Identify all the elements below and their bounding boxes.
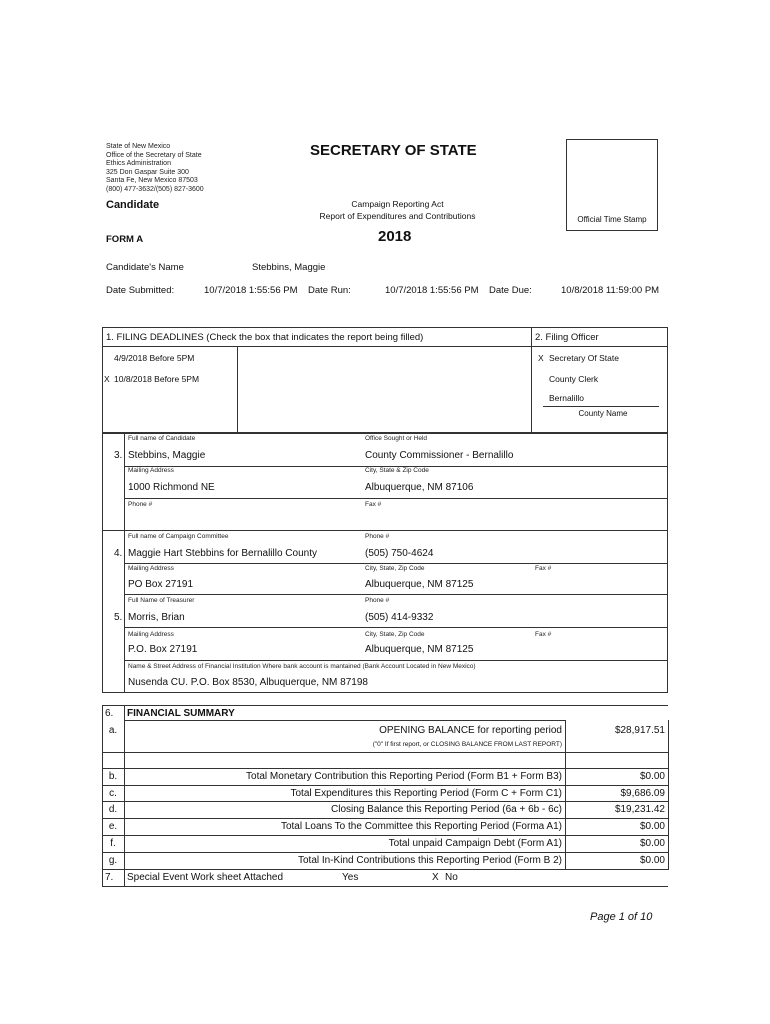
form-subtitle-report: Report of Expenditures and Contributions xyxy=(319,211,476,221)
agency-line: Santa Fe, New Mexico 87503 xyxy=(106,177,198,185)
closing-balance-value: $19,231.42 xyxy=(614,804,665,815)
committee-name-label: Full name of Campaign Committee xyxy=(128,533,229,540)
special-event-number: 7. xyxy=(105,872,114,883)
section5-number: 5. xyxy=(114,612,123,623)
summary-letter: f. xyxy=(110,838,116,849)
treasurer-phone-value: (505) 414-9332 xyxy=(365,612,434,623)
candidate-city-value: Albuquerque, NM 87106 xyxy=(365,482,474,493)
special-event-yes-option[interactable]: Yes xyxy=(342,872,359,883)
total-loans-value: $0.00 xyxy=(639,821,665,832)
treasurer-fax-label: Fax # xyxy=(535,631,552,638)
summary-letter: d. xyxy=(108,804,118,815)
date-run-label: Date Run: xyxy=(308,285,351,296)
candidate-fullname-label: Full name of Candidate xyxy=(128,435,196,442)
office-sought-value: County Commissioner - Bernalillo xyxy=(365,450,514,461)
deadline-check-mark[interactable]: X xyxy=(104,374,110,384)
summary-top-rule xyxy=(102,705,668,706)
summary-right-edge xyxy=(668,720,669,870)
county-value: Bernalillo xyxy=(549,393,584,403)
treasurer-mailing-divider xyxy=(124,627,668,628)
summary-letter: b. xyxy=(108,771,118,782)
county-underline xyxy=(543,406,659,407)
special-event-no-mark[interactable]: X xyxy=(432,872,439,883)
time-stamp-label: Official Time Stamp xyxy=(577,215,647,224)
agency-line: Ethics Administration xyxy=(106,160,171,168)
summary-letter: g. xyxy=(108,855,118,866)
opening-balance-label: OPENING BALANCE for reporting period xyxy=(379,725,562,736)
section4-number: 4. xyxy=(114,548,123,559)
committee-city-label: City, State, Zip Code xyxy=(365,565,425,572)
total-expenditures-value: $9,686.09 xyxy=(620,788,665,799)
summary-row-rule xyxy=(102,818,668,819)
monetary-contributions-label: Total Monetary Contribution this Reporting Period (Form B1 + Form B3) xyxy=(246,771,562,782)
summary-spacer-rule xyxy=(102,768,668,769)
committee-name-value: Maggie Hart Stebbins for Bernalillo County xyxy=(128,548,317,559)
official-time-stamp-box xyxy=(566,139,658,231)
treasurer-name-value: Morris, Brian xyxy=(128,612,185,623)
candidate-heading: Candidate xyxy=(106,199,160,211)
candidate-mailing-value: 1000 Richmond NE xyxy=(128,482,215,493)
special-event-no-option[interactable]: No xyxy=(445,872,458,883)
filing-officer-title: 2. Filing Officer xyxy=(535,332,599,343)
officer-option-county-clerk[interactable]: County Clerk xyxy=(549,374,599,384)
committee-phone-value: (505) 750-4624 xyxy=(365,548,434,559)
candidate-name-value: Stebbins, Maggie xyxy=(252,262,326,273)
summary-opening-rule xyxy=(102,752,668,753)
committee-city-value: Albuquerque, NM 87125 xyxy=(365,579,474,590)
treasurer-city-label: City, State, Zip Code xyxy=(365,631,425,638)
date-submitted-value: 10/7/2018 1:55:56 PM xyxy=(204,285,298,296)
in-kind-contributions-value: $0.00 xyxy=(639,855,665,866)
total-loans-label: Total Loans To the Committee this Reporting Period (Forma A1) xyxy=(280,821,562,832)
summary-row-rule xyxy=(102,869,668,870)
officer-option-secretary[interactable]: Secretary Of State xyxy=(549,353,619,363)
agency-line: (800) 477-3632/(505) 827-3600 xyxy=(106,185,204,193)
agency-line: 325 Don Gaspar Suite 300 xyxy=(106,168,189,176)
treasurer-mailing-label: Mailing Address xyxy=(128,631,174,638)
committee-mailing-label: Mailing Address xyxy=(128,565,174,572)
deadline-option-1[interactable]: 4/9/2018 Before 5PM xyxy=(114,353,195,363)
summary-row-rule xyxy=(102,835,668,836)
summary-row-rule xyxy=(102,801,668,802)
filing-deadlines-title: 1. FILING DEADLINES (Check the box that indicates the report being filled) xyxy=(106,332,424,343)
candidate-name-label: Candidate's Name xyxy=(106,262,184,273)
agency-address-block xyxy=(106,143,204,195)
in-kind-contributions-label: Total In-Kind Contributions this Reporting Period (Form B 2) xyxy=(297,855,562,866)
summary-title: FINANCIAL SUMMARY xyxy=(127,708,235,719)
report-year: 2018 xyxy=(378,228,412,245)
deadline-option-2[interactable]: 10/8/2018 Before 5PM xyxy=(114,374,200,384)
office-sought-label: Office Sought or Held xyxy=(365,435,428,442)
date-run-value: 10/7/2018 1:55:56 PM xyxy=(385,285,479,296)
committee-phone-label: Phone # xyxy=(365,533,390,540)
summary-row-rule xyxy=(102,852,668,853)
candidate-mailing-label: Mailing Address xyxy=(128,467,174,474)
filing-col-divider-1 xyxy=(237,346,238,433)
unpaid-debt-label: Total unpaid Campaign Debt (Form A1) xyxy=(388,838,562,849)
section4-5-divider xyxy=(124,594,668,595)
candidate-city-label: City, State & Zip Code xyxy=(365,467,429,474)
page-title: SECRETARY OF STATE xyxy=(310,142,477,159)
summary-title-rule xyxy=(124,720,565,721)
summary-number: 6. xyxy=(105,708,114,719)
date-due-label: Date Due: xyxy=(489,285,532,296)
unpaid-debt-value: $0.00 xyxy=(639,838,665,849)
filing-col-divider-2 xyxy=(531,327,532,433)
section3-4-divider xyxy=(102,530,668,531)
summary-row-rule xyxy=(102,785,668,786)
summary-bottom-rule xyxy=(102,886,668,887)
treasurer-phone-label: Phone # xyxy=(365,597,390,604)
summary-letter: e. xyxy=(108,821,118,832)
treasurer-mailing-value: P.O. Box 27191 xyxy=(128,644,198,655)
committee-mailing-value: PO Box 27191 xyxy=(128,579,194,590)
filing-header-divider xyxy=(102,346,668,347)
total-expenditures-label: Total Expenditures this Reporting Period (Form C + Form C1) xyxy=(290,788,562,799)
committee-mailing-divider xyxy=(124,563,668,564)
summary-letter: c. xyxy=(109,788,117,799)
candidate-fullname-value: Stebbins, Maggie xyxy=(128,450,206,461)
closing-balance-label: Closing Balance this Reporting Period (6a + 6b - 6c) xyxy=(331,804,562,815)
county-name-label: County Name xyxy=(578,409,628,418)
agency-line: Office of the Secretary of State xyxy=(106,151,202,159)
form-subtitle-act: Campaign Reporting Act xyxy=(351,199,444,209)
treasurer-name-label: Full Name of Treasurer xyxy=(128,597,195,604)
form-label: FORM A xyxy=(106,234,144,245)
monetary-contributions-value: $0.00 xyxy=(639,771,665,782)
opening-balance-value: $28,917.51 xyxy=(614,725,665,736)
special-event-label: Special Event Work sheet Attached xyxy=(127,872,284,883)
candidate-fax-label: Fax # xyxy=(365,501,382,508)
agency-line: State of New Mexico xyxy=(106,143,171,150)
summary-letter-a: a. xyxy=(108,725,118,736)
bank-address-value: Nusenda CU. P.O. Box 8530, Albuquerque, NM 87198 xyxy=(128,677,368,688)
phone-row-divider xyxy=(124,498,668,499)
summary-letter-divider xyxy=(124,705,125,886)
candidate-phone-label: Phone # xyxy=(128,501,153,508)
date-submitted-label: Date Submitted: xyxy=(106,285,175,296)
date-due-value: 10/8/2018 11:59:00 PM xyxy=(561,285,660,296)
opening-balance-note: ("0" If first report, or CLOSING BALANCE FROM LAST REPORT) xyxy=(372,741,562,748)
bank-row-divider xyxy=(124,660,668,661)
officer-check-mark[interactable]: X xyxy=(538,353,544,363)
page-number: Page 1 of 10 xyxy=(590,911,653,923)
committee-fax-label: Fax # xyxy=(535,565,552,572)
treasurer-city-value: Albuquerque, NM 87125 xyxy=(365,644,474,655)
bank-address-label: Name & Street Address of Financial Institution Where bank account is mantained (Bank Account Located in New Mexico) xyxy=(128,663,476,670)
section3-number: 3. xyxy=(114,450,123,461)
